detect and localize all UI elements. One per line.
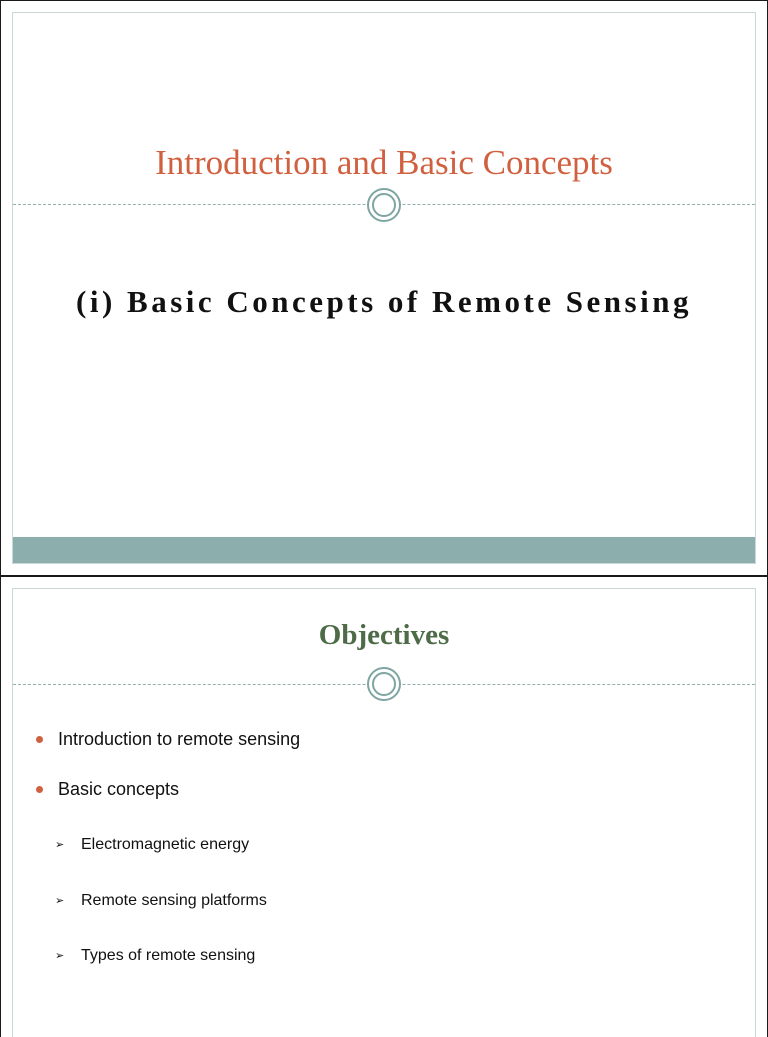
footer-bar — [13, 537, 755, 563]
slide-1-frame — [12, 12, 756, 564]
dot-icon — [36, 786, 43, 793]
list-item-text: Introduction to remote sensing — [58, 729, 301, 749]
sub-list-item-text: Electromagnetic energy — [81, 836, 250, 853]
list-item-text: Basic concepts — [58, 779, 180, 799]
sub-list-item-text: Types of remote sensing — [81, 947, 256, 964]
arrowhead-icon: ➢ — [55, 838, 65, 851]
arrowhead-icon: ➢ — [55, 894, 65, 907]
ring-icon — [367, 667, 401, 701]
slide-title: Objectives — [318, 619, 450, 651]
slide-subtitle: (i) Basic Concepts of Remote Sensing — [76, 284, 692, 319]
sub-list-item-text: Remote sensing platforms — [81, 892, 267, 909]
slide-2 — [0, 576, 768, 1037]
slide-2-frame — [12, 588, 756, 1037]
slide-title: Introduction and Basic Concepts — [155, 143, 613, 182]
dot-icon — [36, 736, 43, 743]
ring-icon — [367, 188, 401, 222]
arrowhead-icon: ➢ — [55, 949, 65, 962]
